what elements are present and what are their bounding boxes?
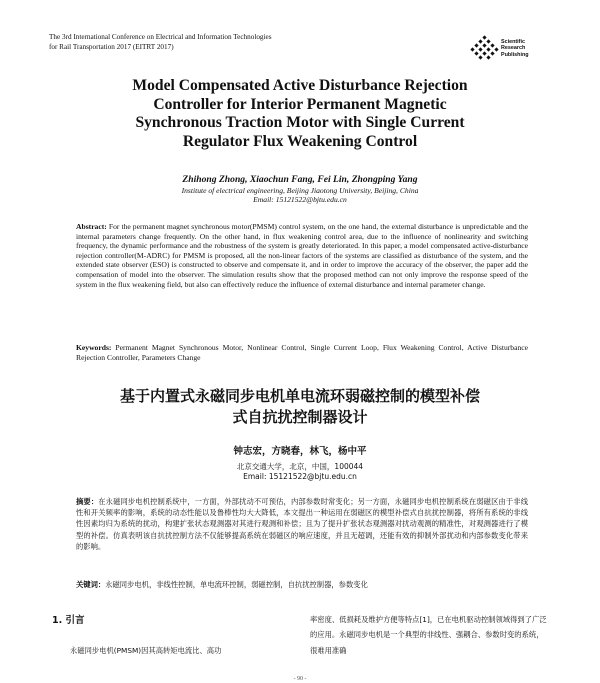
page-number: - 90 -: [293, 676, 307, 682]
keywords-label: Keywords:: [76, 343, 112, 352]
publisher-name: Scientific Research Publishing: [501, 39, 529, 58]
body-text-right-column: 率密度、低损耗及维护方便等特点[1]，已在电机驱动控制领域得到了广泛的应用。永磁同步电机是一个典型的非线性、强耦合、参数时变的系统，很难用准确: [310, 615, 547, 655]
chinese-authors: 钟志宏，方晓春，林飞，杨中平: [233, 446, 367, 457]
publisher-logo-icon: [470, 35, 500, 61]
paper-title: Model Compensated Active Disturbance Rejection Controller for Interior Permanent Magnetic Synchronous Traction Motor with Single Current Regulator Flux Weakening Control: [132, 77, 468, 150]
chinese-abstract-text: 在永磁同步电机控制系统中，一方面，外部扰动不可预估，内部参数时常变化；另一方面，永磁同步电机控制系统在弱磁区由于非线性和开关频率的影响，系统的动态性能以及鲁棒性均大大降低，本文提出一种运用在弱磁区的模型补偿式自抗扰控制器，将所有系统的非线性因素均归为系统的扰动，构建扩张状态观测器对其进行观测和补偿；且为了提升扩张状态观测器对扰动观测的精准性，对观测器进行了模型的补偿。仿真表明该自抗扰控制方法不仅能够提高系统在弱磁区的响应速度，并且无超调，还能有效的抑制外部扰动和内部参数变化带来的影响。: [76, 497, 529, 551]
author-email: Email: 15121522@bjtu.edu.cn: [253, 195, 347, 205]
abstract: [76, 222, 528, 289]
affiliation: Institute of electrical engineering, Beijing Jiaotong University, Beijing, China Email: 15121522@bjtu.edu.cn: [60, 186, 540, 204]
keywords: [76, 343, 528, 362]
conference-header: [49, 33, 379, 52]
abstract-text: For the permanent magnet synchronous motor(PMSM) control system, on the one hand, the external disturbance is unpredictable and the internal parameters change frequently. On the other hand, in flux weakening control area, due to the influence of nonlinearity and switching frequency, the dynamic performance and the robustness of the system is greatly deteriorated. In this paper, a model compensated active-disturbance rejection controller(M-ADRC) for PMSM is proposed, all the non-linear factors of the systems are classified as disturbance of the system, and the extended state observer (ESO) is constructed to observe and compensate it, and in order to improve the accuracy of the observer, the paper add the compensation of model into the observer. The simulation results show that the proposed method can not only improve the response speed of the system in the flux weakening field, but also can effectively reduce the influence of external disturbance and internal parameter change.: [76, 222, 528, 289]
chinese-keywords-text: 永磁同步电机，非线性控制，单电流环控制，弱磁控制，自抗扰控制器，参数变化: [105, 580, 368, 589]
chinese-keywords: [76, 580, 528, 590]
chinese-abstract: [76, 496, 528, 552]
chinese-email: Email: 15121522@bjtu.edu.cn: [243, 472, 357, 481]
conference-line-2: for Rail Transportation 2017 (EITRT 2017): [49, 42, 174, 51]
conference-line-1: The 3rd International Conference on Electrical and Information Technologies: [49, 33, 272, 41]
chinese-abstract-label: 摘要：: [76, 497, 99, 506]
chinese-keywords-label: 关键词：: [76, 580, 106, 589]
keywords-text: Permanent Magnet Synchronous Motor, Nonlinear Control, Single Current Loop, Flux Weakening Control, Active Disturbance Rejection Controller, Parameters Change: [76, 343, 528, 362]
abstract-label: Abstract:: [76, 222, 107, 231]
publisher-logo: [470, 35, 570, 61]
authors: Zhihong Zhong, Xiaochun Fang, Fei Lin, Zhongping Yang: [182, 174, 418, 185]
section-heading-introduction: 1. 引言: [52, 615, 85, 626]
body-text-left-column: 永磁同步电机(PMSM)因其高转矩电流比、高功: [70, 646, 222, 655]
chinese-affiliation: 北京交通大学，北京，中国，100044 Email: 15121522@bjtu.edu.cn: [60, 462, 540, 482]
chinese-title: 基于内置式永磁同步电机单电流环弱磁控制的模型补偿 式自抗扰控制器设计: [119, 387, 480, 426]
